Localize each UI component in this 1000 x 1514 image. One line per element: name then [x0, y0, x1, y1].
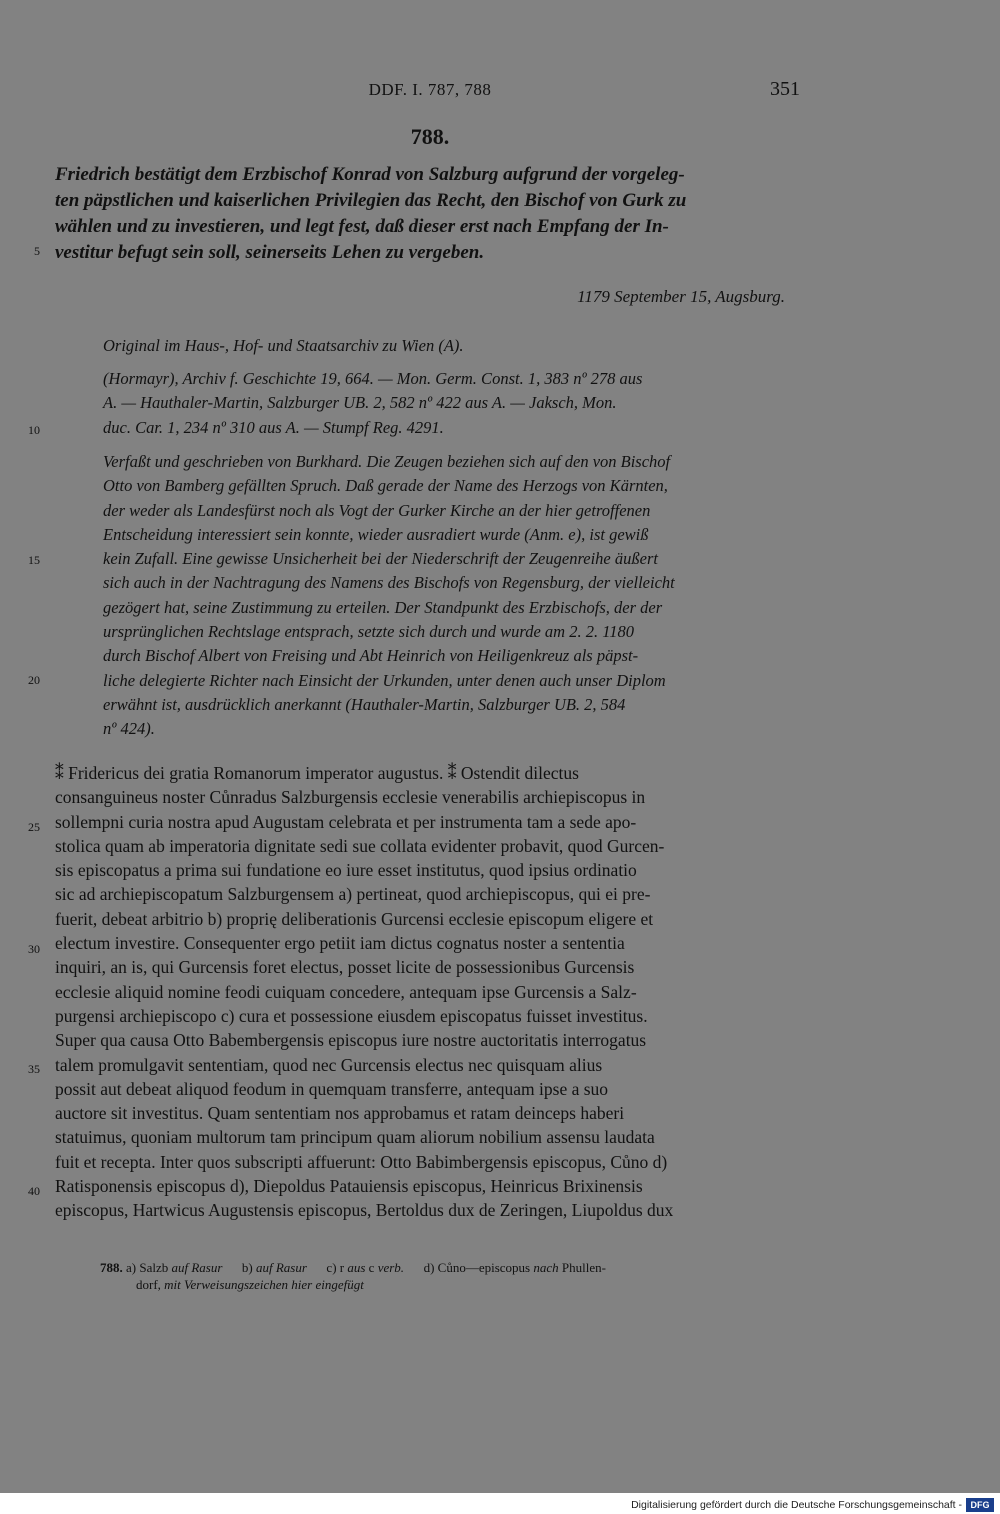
document-number: 788.	[410, 124, 450, 149]
page-number: 351	[770, 78, 800, 100]
regest-line: Friedrich bestätigt dem Erzbischof Konrad von Salzburg aufgrund der vorgeleg-	[55, 164, 685, 185]
note-editions	[103, 367, 807, 440]
footnote-d2: Phullen-	[561, 1260, 606, 1275]
main-text	[55, 761, 807, 1223]
footnote-c-note: aus	[347, 1260, 366, 1275]
main-text-line: sic ad archiepiscopatum Salzburgensem a) pertineat, quod archiepiscopus, qui ei pre-	[55, 884, 651, 905]
date-place: 1179 September 15, Augsburg.	[577, 287, 785, 306]
editions-line: (Hormayr), Archiv f. Geschichte 19, 664. — Mon. Germ. Const. 1, 383 nº 278 aus	[103, 369, 643, 388]
main-text-line: sis episcopatus a prima sui fundatione eo iure esset institutus, quod ipsius ordinatio	[55, 860, 637, 881]
footnote-a: a) Salzb	[126, 1260, 169, 1275]
footnote-d: d) Cůno—episcopus	[423, 1260, 531, 1275]
footnotes	[100, 1259, 807, 1293]
line-number: 10	[28, 423, 40, 437]
main-text-line: electum investire. Consequenter ergo petiit iam dictus cognatus noster a sententia	[55, 933, 625, 954]
footnote-b-note: auf Rasur	[256, 1260, 307, 1275]
main-text-line: ⁑ Fridericus dei gratia Romanorum imperator augustus. ⁑ Ostendit dilectus	[55, 763, 579, 783]
regest-line: vestitur befugt sein soll, seinerseits Lehen zu vergeben.	[55, 242, 485, 263]
main-text-line: episcopus, Hartwicus Augustensis episcopus, Bertoldus dux de Zeringen, Liupoldus dux	[55, 1200, 674, 1221]
main-text-line: inquiri, an is, qui Gurcensis foret electus, posset licite de possessionibus Gurcensis	[55, 957, 635, 978]
dfg-logo: DFG	[966, 1498, 994, 1512]
main-text-line: Super qua causa Otto Babembergensis episcopus iure nostre auctoritatis interrogatus	[55, 1030, 647, 1051]
comment-line: ursprünglichen Rechtslage entsprach, setzte sich durch und wurde am 2. 2. 1180	[103, 622, 634, 642]
footnote-a-note: auf Rasur	[171, 1260, 223, 1275]
line-number: 5	[34, 244, 40, 258]
main-text-line: purgensi archiepiscopo c) cura et possessione eiusdem episcopatus fuisset investitus.	[55, 1005, 648, 1026]
funding-notice: Digitalisierung gefördert durch die Deutsche Forschungsgemeinschaft -	[631, 1499, 962, 1511]
footnote-b: b)	[241, 1260, 253, 1275]
editions-line: A. — Hauthaler-Martin, Salzburger UB. 2, 582 nº 422 aus A. — Jaksch, Mon.	[103, 393, 617, 413]
main-text-line: talem promulgavit sententiam, quod nec Gurcensis electus nec quisquam alius	[55, 1054, 603, 1075]
note-comment	[103, 450, 807, 742]
footnote-c: c) r	[326, 1260, 345, 1275]
line-number: 25	[28, 820, 40, 834]
line-number: 30	[28, 942, 40, 956]
comment-line: nº 424).	[103, 719, 155, 739]
main-text-line: fuit et recepta. Inter quos subscripti affuerunt: Otto Babimbergensis episcopus, Cůno d)	[55, 1151, 668, 1172]
main-text-line: consanguineus noster Cůnradus Salzburgensis ecclesie venerabilis archiepiscopus in	[55, 787, 646, 808]
main-text-line: sollempni curia nostra apud Augustam celebrata et per instrumenta tam a sede apo-	[55, 811, 637, 832]
comment-line: Otto von Bamberg gefällten Spruch. Daß gerade der Name des Herzogs von Kärnten,	[103, 476, 668, 496]
line-number: 15	[28, 553, 40, 567]
footnote-d-note: nach	[533, 1260, 559, 1275]
comment-line: Entscheidung interessiert sein konnte, wieder ausradiert wurde (Anm. e), ist gewiß	[103, 524, 649, 544]
main-text-line: auctore sit investitus. Quam sententiam nos approbamus et ratam deinceps haberi	[55, 1103, 625, 1124]
comment-line: durch Bischof Albert von Freising und Abt Heinrich von Heiligenkreuz als päpst-	[103, 646, 639, 666]
note-original: Original im Haus-, Hof- und Staatsarchiv zu Wien (A).	[103, 336, 464, 355]
comment-line: Verfaßt und geschrieben von Burkhard. Die Zeugen beziehen sich auf den von Bischof	[103, 452, 671, 471]
line-number: 40	[28, 1184, 40, 1198]
main-text-line: stolica quam ab imperatoria dignitate sedi sue collata evidenter probavit, quod Gurcen-	[55, 835, 665, 856]
footer-bar	[0, 1497, 1000, 1514]
footnote-continuation: dorf,	[136, 1277, 161, 1292]
footnote-line	[100, 1276, 807, 1293]
line-number: 35	[28, 1062, 40, 1076]
main-text-line: possit aut debeat aliquod feodum in quemquam transferre, antequam ipse a suo	[55, 1078, 609, 1099]
footnote-line	[100, 1259, 807, 1276]
comment-line: kein Zufall. Eine gewisse Unsicherheit bei der Niederschrift der Zeugenreihe äußert	[103, 549, 658, 569]
main-text-line: Ratisponensis episcopus d), Diepoldus Patauiensis episcopus, Heinricus Brixinensis	[55, 1176, 643, 1197]
comment-line: der weder als Landesfürst noch als Vogt der Gurker Kirche an der hier getroffenen	[103, 500, 651, 520]
comment-line: liche delegierte Richter nach Einsicht der Urkunden, unter denen auch unser Diplom	[103, 670, 666, 690]
footnote-number: 788.	[100, 1260, 123, 1275]
line-number: 20	[28, 673, 40, 687]
footnote-continuation-note: mit Verweisungszeichen hier eingefügt	[164, 1277, 364, 1292]
comment-line: gezögert hat, seine Zustimmung zu erteilen. Der Standpunkt des Erzbischofs, der der	[103, 597, 663, 617]
regest-line: wählen und zu investieren, und legt fest, daß dieser erst nach Empfang der In-	[55, 216, 669, 237]
main-text-line: ecclesie aliquid nomine feodi cuiquam concedere, antequam ipse Gurcensis a Salz-	[55, 981, 637, 1002]
regest-line: ten päpstlichen und kaiserlichen Privilegien das Recht, den Bischof von Gurk zu	[55, 190, 687, 211]
main-text-line: statuimus, quoniam multorum tam principum quam aliorum nobilium assensu laudata	[55, 1127, 655, 1148]
footnote-c2: c	[368, 1260, 375, 1275]
running-header: DDF. I. 787, 788	[368, 80, 492, 99]
editions-line: duc. Car. 1, 234 nº 310 aus A. — Stumpf Reg. 4291.	[103, 417, 444, 437]
comment-line: erwähnt ist, ausdrücklich anerkannt (Hauthaler-Martin, Salzburger UB. 2, 584	[103, 694, 626, 714]
regest	[55, 162, 807, 266]
main-text-line: fuerit, debeat arbitrio b) proprię deliberationis Gurcensi ecclesie episcopum eligere et	[55, 908, 654, 929]
footnote-c2-note: verb.	[377, 1260, 405, 1275]
comment-line: sich auch in der Nachtragung des Namens des Bischofs von Regensburg, der vielleicht	[103, 573, 675, 593]
